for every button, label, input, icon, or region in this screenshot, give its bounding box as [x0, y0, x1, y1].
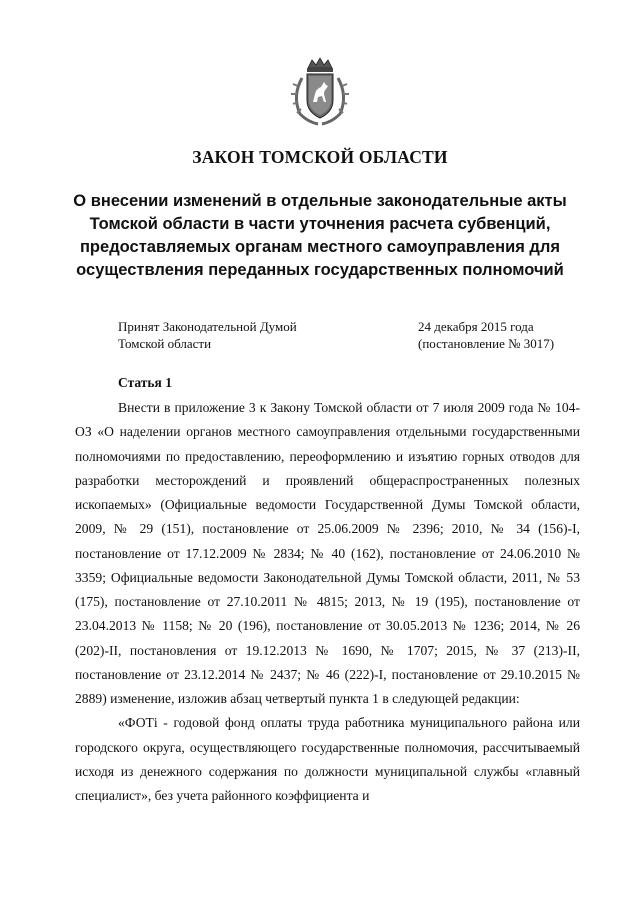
law-title: ЗАКОН ТОМСКОЙ ОБЛАСТИ: [192, 147, 448, 167]
adoption-date-line: 24 декабря 2015 года: [418, 319, 534, 334]
law-subject: О внесении изменений в отдельные законодательные акты Томской области в части уточнения расчета субвенций, предоставляемых органам местного самоуправления для осуществления переданных государственных полномочий: [73, 192, 567, 279]
adoption-date: [418, 318, 554, 352]
adoption-body-line: Томской области: [118, 336, 212, 351]
adoption-body: [118, 318, 297, 352]
article-paragraph: Внести в приложение 3 к Закону Томской области от 7 июля 2009 года № 104-ОЗ «О наделении органов местного самоуправления отдельными государственными полномочиями по предоставлению, переоформлению и изъятию горных отводов для разработки месторождений и проявлений общераспространенных полезных ископаемых» (Официальные ведомости Государственной Думы Томской области, 2009, № 29 (151), постановление от 25.06.2009 № 2396; 2010, № 34 (156)-I, постановление от 17.12.2009 № 2834; № 40 (162), постановление от 24.06.2010 № 3359; Официальные ведомости Законодательной Думы Томской области, 2011, № 53 (175), постановление от 27.10.2011 № 4815; 2013, № 19 (195), постановление от 23.04.2013 № 1158; № 20 (196), постановление от 30.05.2013 № 1236; 2014, № 26 (202)-II, постановления от 19.12.2013 № 1690, № 1707; 2015, № 37 (213)-II, постановление от 23.12.2014 № 2437; № 46 (222)-I, постановление от 29.10.2015 № 2889) изменение, изложив абзац четвертый пункта 1 в следующей редакции:: [75, 400, 580, 706]
article-paragraph: «ФОТi - годовой фонд оплаты труда работника муниципального района или городского округа, осуществляющего государственные полномочия, рассчитываемый исходя из денежного содержания по должности муниципальной службы «главный специалист», без учета районного коэффициента и: [75, 715, 580, 803]
article-heading: Статья 1: [118, 375, 172, 390]
article-body: [75, 396, 580, 808]
tomsk-coat-of-arms-icon: [288, 56, 352, 128]
adoption-body-line: Принят Законодательной Думой: [118, 319, 297, 334]
adoption-resolution-line: (постановление № 3017): [418, 336, 555, 351]
